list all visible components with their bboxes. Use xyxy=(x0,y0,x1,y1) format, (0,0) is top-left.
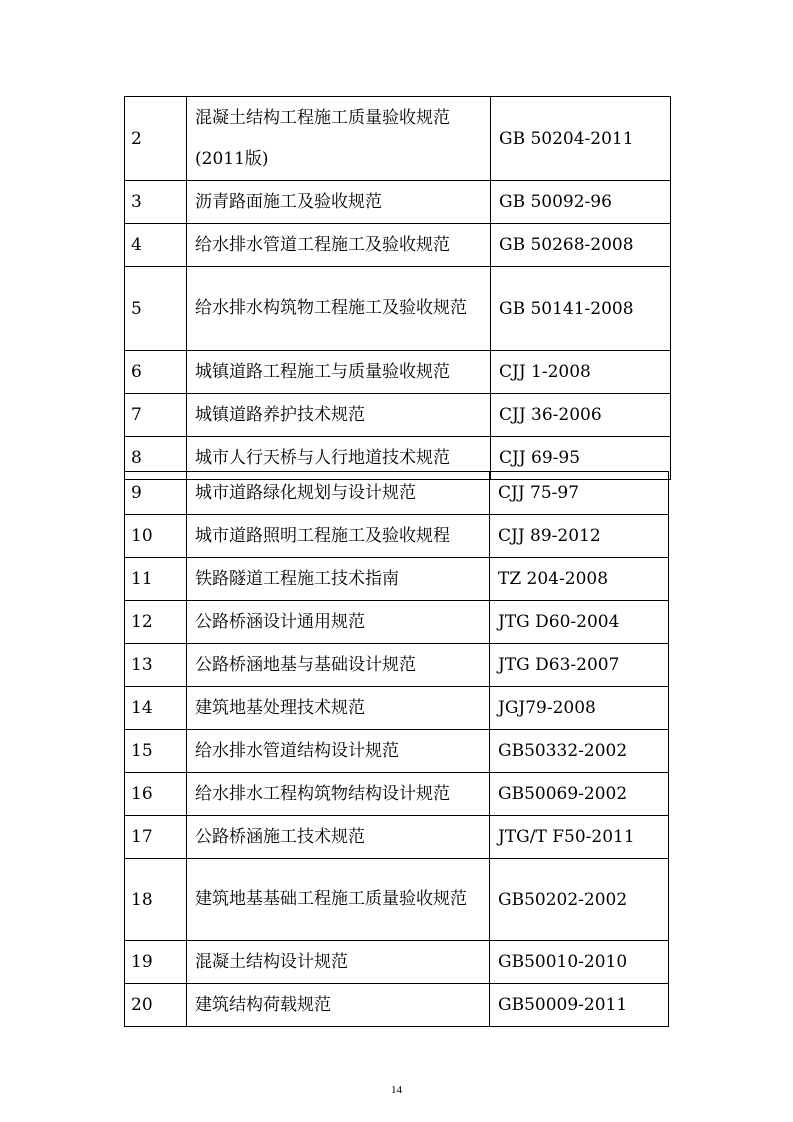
table-row xyxy=(125,859,669,941)
standards-table-part-2 xyxy=(124,471,669,1027)
standard-code: CJJ 36-2006 xyxy=(491,394,671,437)
row-number: 19 xyxy=(125,941,187,984)
standard-name: 城镇道路养护技术规范 xyxy=(187,394,491,437)
row-number: 3 xyxy=(125,181,187,224)
row-number: 4 xyxy=(125,224,187,267)
row-number: 10 xyxy=(125,515,187,558)
row-number: 14 xyxy=(125,687,187,730)
standard-code: JGJ79-2008 xyxy=(490,687,669,730)
standard-name: 建筑结构荷载规范 xyxy=(187,984,490,1027)
standard-code: TZ 204-2008 xyxy=(490,558,669,601)
row-number: 17 xyxy=(125,816,187,859)
row-number: 9 xyxy=(125,472,187,515)
table-row xyxy=(125,984,669,1027)
table-row xyxy=(125,515,669,558)
standard-name: 建筑地基基础工程施工质量验收规范 xyxy=(187,859,490,941)
table-row xyxy=(125,730,669,773)
table-row xyxy=(125,644,669,687)
table-row xyxy=(125,97,671,181)
standard-code: GB 50268-2008 xyxy=(491,224,671,267)
row-number: 8 xyxy=(125,437,187,480)
table-row xyxy=(125,472,669,515)
standard-name: 城市人行天桥与人行地道技术规范 xyxy=(187,437,491,480)
row-number: 6 xyxy=(125,351,187,394)
table-row xyxy=(125,351,671,394)
standard-name: 给水排水管道结构设计规范 xyxy=(187,730,490,773)
standard-code: GB 50141-2008 xyxy=(491,267,671,351)
row-number: 20 xyxy=(125,984,187,1027)
standard-code: GB50069-2002 xyxy=(490,773,669,816)
standard-name: 给水排水构筑物工程施工及验收规范 xyxy=(187,267,491,351)
row-number: 15 xyxy=(125,730,187,773)
standard-name: 城市道路照明工程施工及验收规程 xyxy=(187,515,490,558)
standard-name: 公路桥涵施工技术规范 xyxy=(187,816,490,859)
table-row xyxy=(125,181,671,224)
standard-code: CJJ 69-95 xyxy=(491,437,671,480)
row-number: 5 xyxy=(125,267,187,351)
standard-code: GB 50092-96 xyxy=(491,181,671,224)
standard-name: 铁路隧道工程施工技术指南 xyxy=(187,558,490,601)
row-number: 12 xyxy=(125,601,187,644)
standard-code: CJJ 75-97 xyxy=(490,472,669,515)
table-row xyxy=(125,816,669,859)
table-row xyxy=(125,773,669,816)
standard-name: 公路桥涵地基与基础设计规范 xyxy=(187,644,490,687)
standard-code: JTG D63-2007 xyxy=(490,644,669,687)
standard-name: 给水排水工程构筑物结构设计规范 xyxy=(187,773,490,816)
standards-table-part-1 xyxy=(124,96,671,480)
standard-code: GB50010-2010 xyxy=(490,941,669,984)
row-number: 13 xyxy=(125,644,187,687)
row-number: 18 xyxy=(125,859,187,941)
standard-name: 混凝土结构工程施工质量验收规范(2011版) xyxy=(187,97,491,181)
standard-code: GB 50204-2011 xyxy=(491,97,671,181)
standard-name: 沥青路面施工及验收规范 xyxy=(187,181,491,224)
standard-name: 建筑地基处理技术规范 xyxy=(187,687,490,730)
standard-code: CJJ 1-2008 xyxy=(491,351,671,394)
standard-code: GB50009-2011 xyxy=(490,984,669,1027)
standard-name: 给水排水管道工程施工及验收规范 xyxy=(187,224,491,267)
table-row xyxy=(125,394,671,437)
table-row xyxy=(125,558,669,601)
row-number: 2 xyxy=(125,97,187,181)
table-row xyxy=(125,224,671,267)
table-row xyxy=(125,601,669,644)
standard-name: 混凝土结构设计规范 xyxy=(187,941,490,984)
standard-code: JTG D60-2004 xyxy=(490,601,669,644)
row-number: 16 xyxy=(125,773,187,816)
table-row xyxy=(125,687,669,730)
standard-name: 公路桥涵设计通用规范 xyxy=(187,601,490,644)
page-number: 14 xyxy=(391,1084,402,1096)
table-row xyxy=(125,941,669,984)
standard-name: 城镇道路工程施工与质量验收规范 xyxy=(187,351,491,394)
row-number: 11 xyxy=(125,558,187,601)
standard-code: GB50332-2002 xyxy=(490,730,669,773)
standard-code: GB50202-2002 xyxy=(490,859,669,941)
standard-code: JTG/T F50-2011 xyxy=(490,816,669,859)
standard-code: CJJ 89-2012 xyxy=(490,515,669,558)
standard-name: 城市道路绿化规划与设计规范 xyxy=(187,472,490,515)
table-row xyxy=(125,267,671,351)
row-number: 7 xyxy=(125,394,187,437)
